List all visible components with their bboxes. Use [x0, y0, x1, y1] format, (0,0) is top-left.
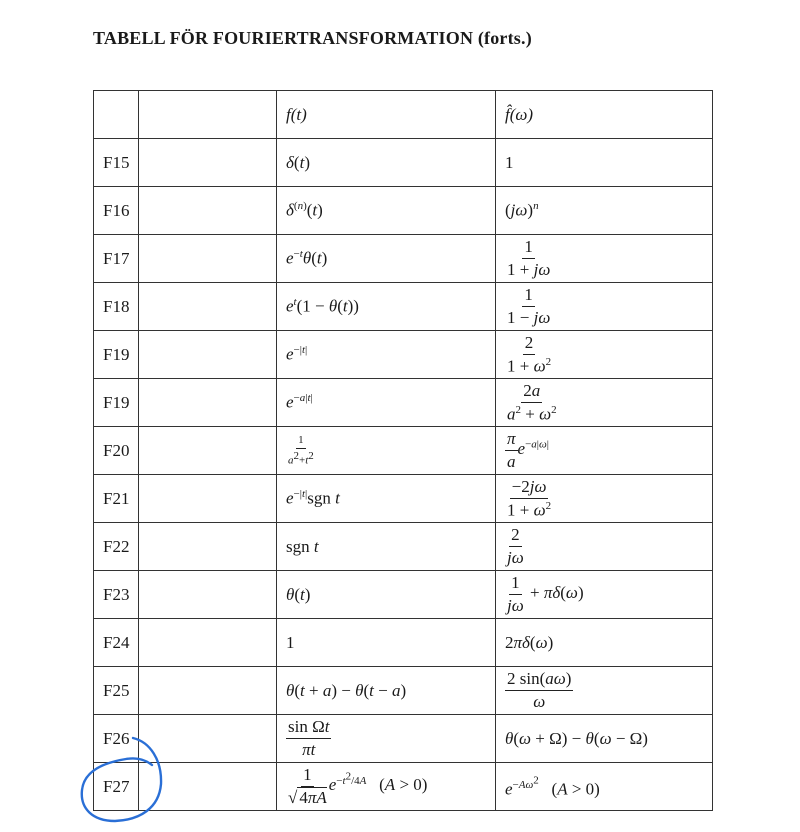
table-row: [94, 523, 713, 571]
f-expr: $e^{-|t|}sgn$ t: [277, 475, 496, 523]
f-expr: $\delta^{(n)}(t)$: [277, 187, 496, 235]
row-id: F21: [94, 475, 139, 523]
table-row: [94, 667, 713, 715]
fhat-expr: $\frac{-2j\omega}{1 + \omega^2}$: [496, 475, 713, 523]
page-title: TABELL FÖR FOURIERTRANSFORMATION (forts.): [93, 28, 532, 48]
header-blank-cell: [139, 91, 277, 139]
fhat-expr: $\frac{2 \sin(a\omega)}{\omega}$: [496, 667, 713, 715]
f-expr: $\frac{1}{a^2+t^2}$: [277, 427, 496, 475]
fhat-expr: 1: [496, 139, 713, 187]
row-id: F19: [94, 379, 139, 427]
table-row: [94, 475, 713, 523]
fhat-expr: 2πδ(ω): [496, 619, 713, 667]
f-expr: $e^{-t}\theta(t)$: [277, 235, 496, 283]
row-id: F26: [94, 715, 139, 763]
header-id-cell: [94, 91, 139, 139]
row-id: F27: [94, 763, 139, 811]
f-expr: 1: [277, 619, 496, 667]
row-id: F23: [94, 571, 139, 619]
f-expr: $\frac{\text{sin Ωt}}{\pi t}$: [277, 715, 496, 763]
row-id: F24: [94, 619, 139, 667]
fhat-expr: $\frac{\pi}{a}$ $e^{-a|\omega|}$: [496, 427, 713, 475]
fhat-expr: $\frac{2a}{a^2 + \omega^2}$: [496, 379, 713, 427]
f-expr: sgn t: [277, 523, 496, 571]
row-id: F22: [94, 523, 139, 571]
fourier-table: [93, 90, 713, 811]
row-id: F17: [94, 235, 139, 283]
f-expr: $e^{-a|t|}$: [277, 379, 496, 427]
fhat-expr: $e^{-A\omega^2}$ (A > 0): [496, 763, 713, 811]
fhat-expr: $\frac{1}{1 + j\omega}$: [496, 235, 713, 283]
fhat-expr: θ(ω + Ω) − θ(ω − Ω): [496, 715, 713, 763]
row-id: F16: [94, 187, 139, 235]
table-header-row: [94, 91, 713, 139]
row-id: F18: [94, 283, 139, 331]
row-id: F20: [94, 427, 139, 475]
fhat-expr: $\frac{2}{1 + \omega^2}$: [496, 331, 713, 379]
table-row: [94, 715, 713, 763]
fhat-expr: $\frac{2}{j\omega}$: [496, 523, 713, 571]
f-expr: $e^{-|t|}$: [277, 331, 496, 379]
f-expr: δ(t): [277, 139, 496, 187]
header-fhat: f̂(ω): [496, 91, 713, 139]
table-row: [94, 571, 713, 619]
row-id: F15: [94, 139, 139, 187]
table-row: [94, 283, 713, 331]
f-expr: θ(t + a) − θ(t − a): [277, 667, 496, 715]
fhat-expr: $(j\omega)^n$: [496, 187, 713, 235]
table-row: [94, 763, 713, 811]
f-expr: $\frac{1}{√ 4\pi A}$ $e^{-t^2/4A}$ (A > 0): [277, 763, 496, 811]
table-row: [94, 619, 713, 667]
table-row: [94, 235, 713, 283]
table-row: [94, 139, 713, 187]
table-row: [94, 427, 713, 475]
row-id: F25: [94, 667, 139, 715]
table-row: [94, 331, 713, 379]
table-row: [94, 187, 713, 235]
table-row: [94, 379, 713, 427]
fhat-expr: $\frac{1}{1 - j\omega}$: [496, 283, 713, 331]
fhat-expr: $\frac{1}{j\omega}$ + πδ(ω): [496, 571, 713, 619]
row-id: F19: [94, 331, 139, 379]
f-expr: $e^t(1 - \theta(t))$: [277, 283, 496, 331]
header-f: f(t): [277, 91, 496, 139]
f-expr: θ(t): [277, 571, 496, 619]
